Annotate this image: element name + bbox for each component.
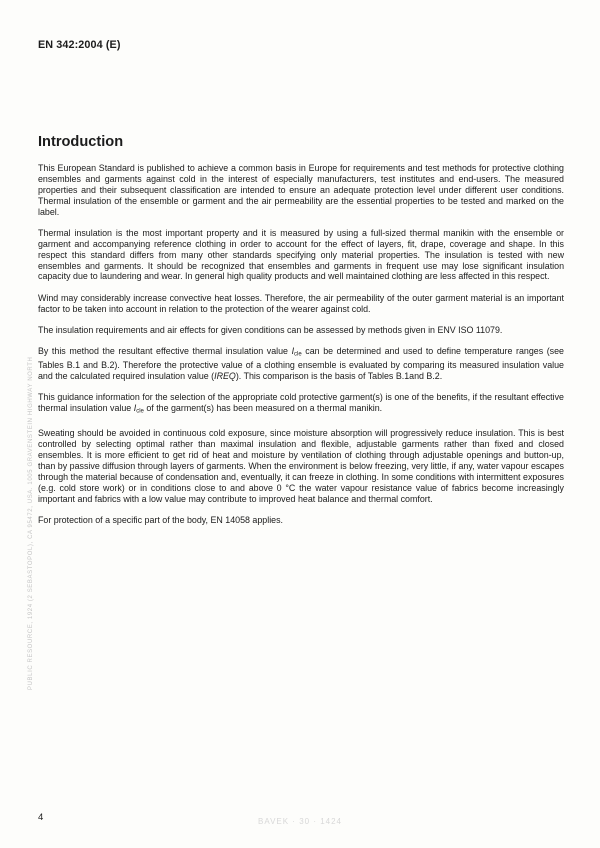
paragraph-specific-body-part: For protection of a specific part of the body, EN 14058 applies. — [38, 514, 284, 525]
paragraph-guidance — [38, 392, 564, 417]
icle-subscript: cle — [136, 408, 144, 415]
paragraph-thermal-insulation: Thermal insulation is the most important property and it is measured by using a full-sized thermal manikin with the ensemble or garment and accompanying reference clothing in order to account for the effect of layers, fit, drape, coverage and shape. In this respect this standard differs from many other standards specifying only material properties. The insulation is tested with new ensembles and garments. It should be recognized that ensembles and garments in frequent use may lose significant insulation capacity due to laundering and wear. In general high quality products and well maintained clothing are less affected in this respect. — [38, 227, 564, 282]
icle-symbol: I — [291, 345, 295, 356]
paragraph-insulation-requirements: The insulation requirements and air effects for given conditions can be assessed by methods given in ENV ISO 11079. — [38, 324, 503, 335]
text-run: By this method the resultant effective thermal insulation value — [38, 345, 292, 356]
text-run: of the garment(s) has been measured on a thermal manikin. — [143, 403, 383, 414]
page-number: 4 — [38, 812, 44, 823]
section-title: Introduction — [38, 134, 124, 150]
icle-symbol: I — [133, 403, 137, 414]
document-id-header: EN 342:2004 (E) — [38, 39, 121, 51]
text-run: can be determined and used to define temperature ranges (see Tables B.1 and B.2). Therefore the protective value of a clothing ensemble is evaluated by comparing its measured insulation value and the calculated required insulation value ( — [38, 345, 564, 382]
paragraph-icle-method — [38, 346, 564, 382]
text-run: ). This comparison is the basis of Tables B.1and B.2. — [235, 371, 443, 382]
text-run: This guidance information for the selection of the appropriate cold protective garment(s) is one of the benefits, if the resultant effective thermal insulation value — [38, 392, 564, 414]
side-watermark-stamp: PUBLIC RESOURCE, 1924 (2 SEBASTOPOL), CA 95472, USA. 1005 GRAVENSTEIN HIGHWAY NORTH — [28, 356, 34, 690]
paragraph-scope: This European Standard is published to achieve a common basis in Europe for requirements and test methods for protective clothing ensembles and garments against cold in the interest of especially manufacturers, test institutes and end-users. The measured properties and their subsequent classification are intended to ensure an adequate protection level under different user conditions. Thermal insulation of the ensemble or garment and the air permeability are the essential properties to be tested and marked on the label. — [38, 163, 564, 217]
paragraph-wind: Wind may considerably increase convective heat losses. Therefore, the air permeability of the outer garment material is an important factor to be taken into account in relation to the protection of the wearer against cold. — [38, 292, 564, 314]
section-body — [38, 163, 564, 536]
icle-subscript: cle — [294, 351, 302, 358]
bottom-watermark-stamp: BAVEK · 30 · 1424 — [258, 817, 342, 826]
ireq-term: IREQ — [214, 371, 236, 382]
paragraph-sweating: Sweating should be avoided in continuous cold exposure, since moisture absorption will progressively reduce insulation. This is best controlled by selecting optimal rather than maximal insulation and flexible, adjustable garments rather than fixed and closed ensembles. It is more efficient to get rid of heat and moisture by ventilation of clothing through adjustable openings and button-up, than by passive diffusion through layers of garments. When the environment is below freezing, very little, if any, water vapour escapes through the material because of condensation and, eventually, it can freeze in clothing. In some conditions with intermittent exposures (e.g. cold store work) or in conditions close to and above 0 °C the water vapour resistance value of fabrics become increasingly important and fabrics with a low value may contribute to improved heat balance and thermal comfort. — [38, 428, 564, 504]
